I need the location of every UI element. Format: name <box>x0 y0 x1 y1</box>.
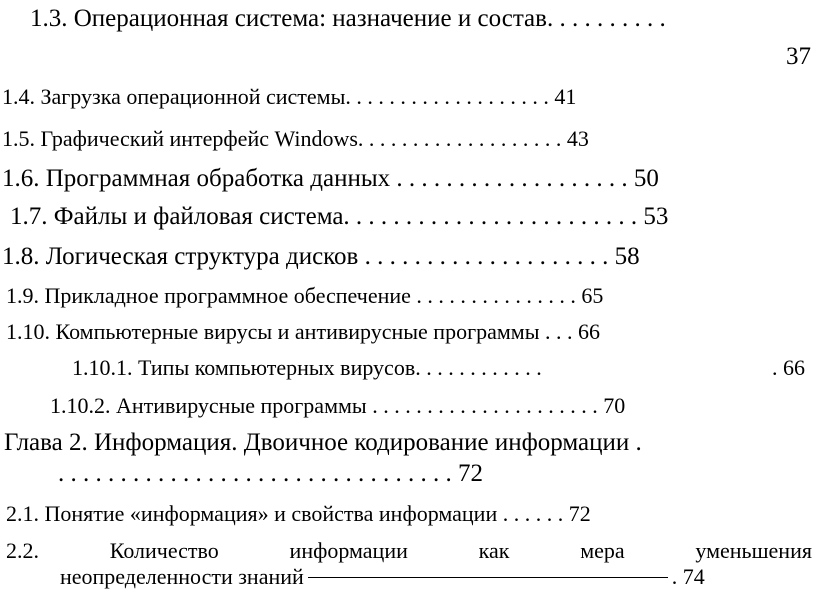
toc-entry-text: 1.3. Операционная система: назначение и состав. . . . . . . . . . <box>30 5 666 32</box>
toc-entry-1-9: 1.9. Прикладное программное обеспечение . . . . . . . . . . . . . . . 65 <box>6 283 604 308</box>
toc-entry-1-6: 1.6. Программная обработка данных . . . . . . . . . . . . . . . . . . . 50 <box>2 165 659 192</box>
toc-word: 2.2. <box>6 538 39 563</box>
toc-entry-text: 1.10.1. Типы компьютерных вирусов. . . . . . . . . . . . <box>72 355 542 380</box>
toc-entry-1-5: 1.5. Графический интерфейс Windows. . . . . . . . . . . . . . . . . . . 43 <box>2 126 589 151</box>
toc-entry-1-10: 1.10. Компьютерные вирусы и антивирусные программы . . . 66 <box>6 319 600 344</box>
toc-page-number: . 66 <box>772 355 805 380</box>
toc-word: как <box>478 538 510 563</box>
chapter-page-leader: . . . . . . . . . . . . . . . . . . . . . . . . . . . . . . . . 72 <box>58 460 483 487</box>
toc-entry-2-1: 2.1. Понятие «информация» и свойства информации . . . . . . 72 <box>6 501 591 526</box>
toc-word: уменьшения <box>695 538 812 563</box>
toc-entry-line-2 <box>60 566 705 588</box>
toc-entry-1-7: 1.7. Файлы и файловая система. . . . . . . . . . . . . . . . . . . . . . . . 53 <box>10 203 669 230</box>
toc-word: Количество <box>109 538 219 563</box>
toc-entry-1-8: 1.8. Логическая структура дисков . . . . . . . . . . . . . . . . . . . . 58 <box>2 243 640 270</box>
toc-page-number: 37 <box>786 43 811 70</box>
toc-word: мера <box>580 538 625 563</box>
toc-entry-1-10-2: 1.10.2. Антивирусные программы . . . . . . . . . . . . . . . . . . . . . 70 <box>50 393 626 418</box>
toc-entry-line-1 <box>6 540 812 562</box>
toc-entry-text: неопределенности знаний <box>60 564 304 589</box>
toc-word: информации <box>289 538 408 563</box>
toc-entry-1-4: 1.4. Загрузка операционной системы. . . . . . . . . . . . . . . . . . . 41 <box>2 84 577 109</box>
toc-page-number: . 74 <box>671 564 705 589</box>
chapter-title: Глава 2. Информация. Двоичное кодирование информации . <box>4 429 642 456</box>
leader-rule <box>308 577 668 578</box>
